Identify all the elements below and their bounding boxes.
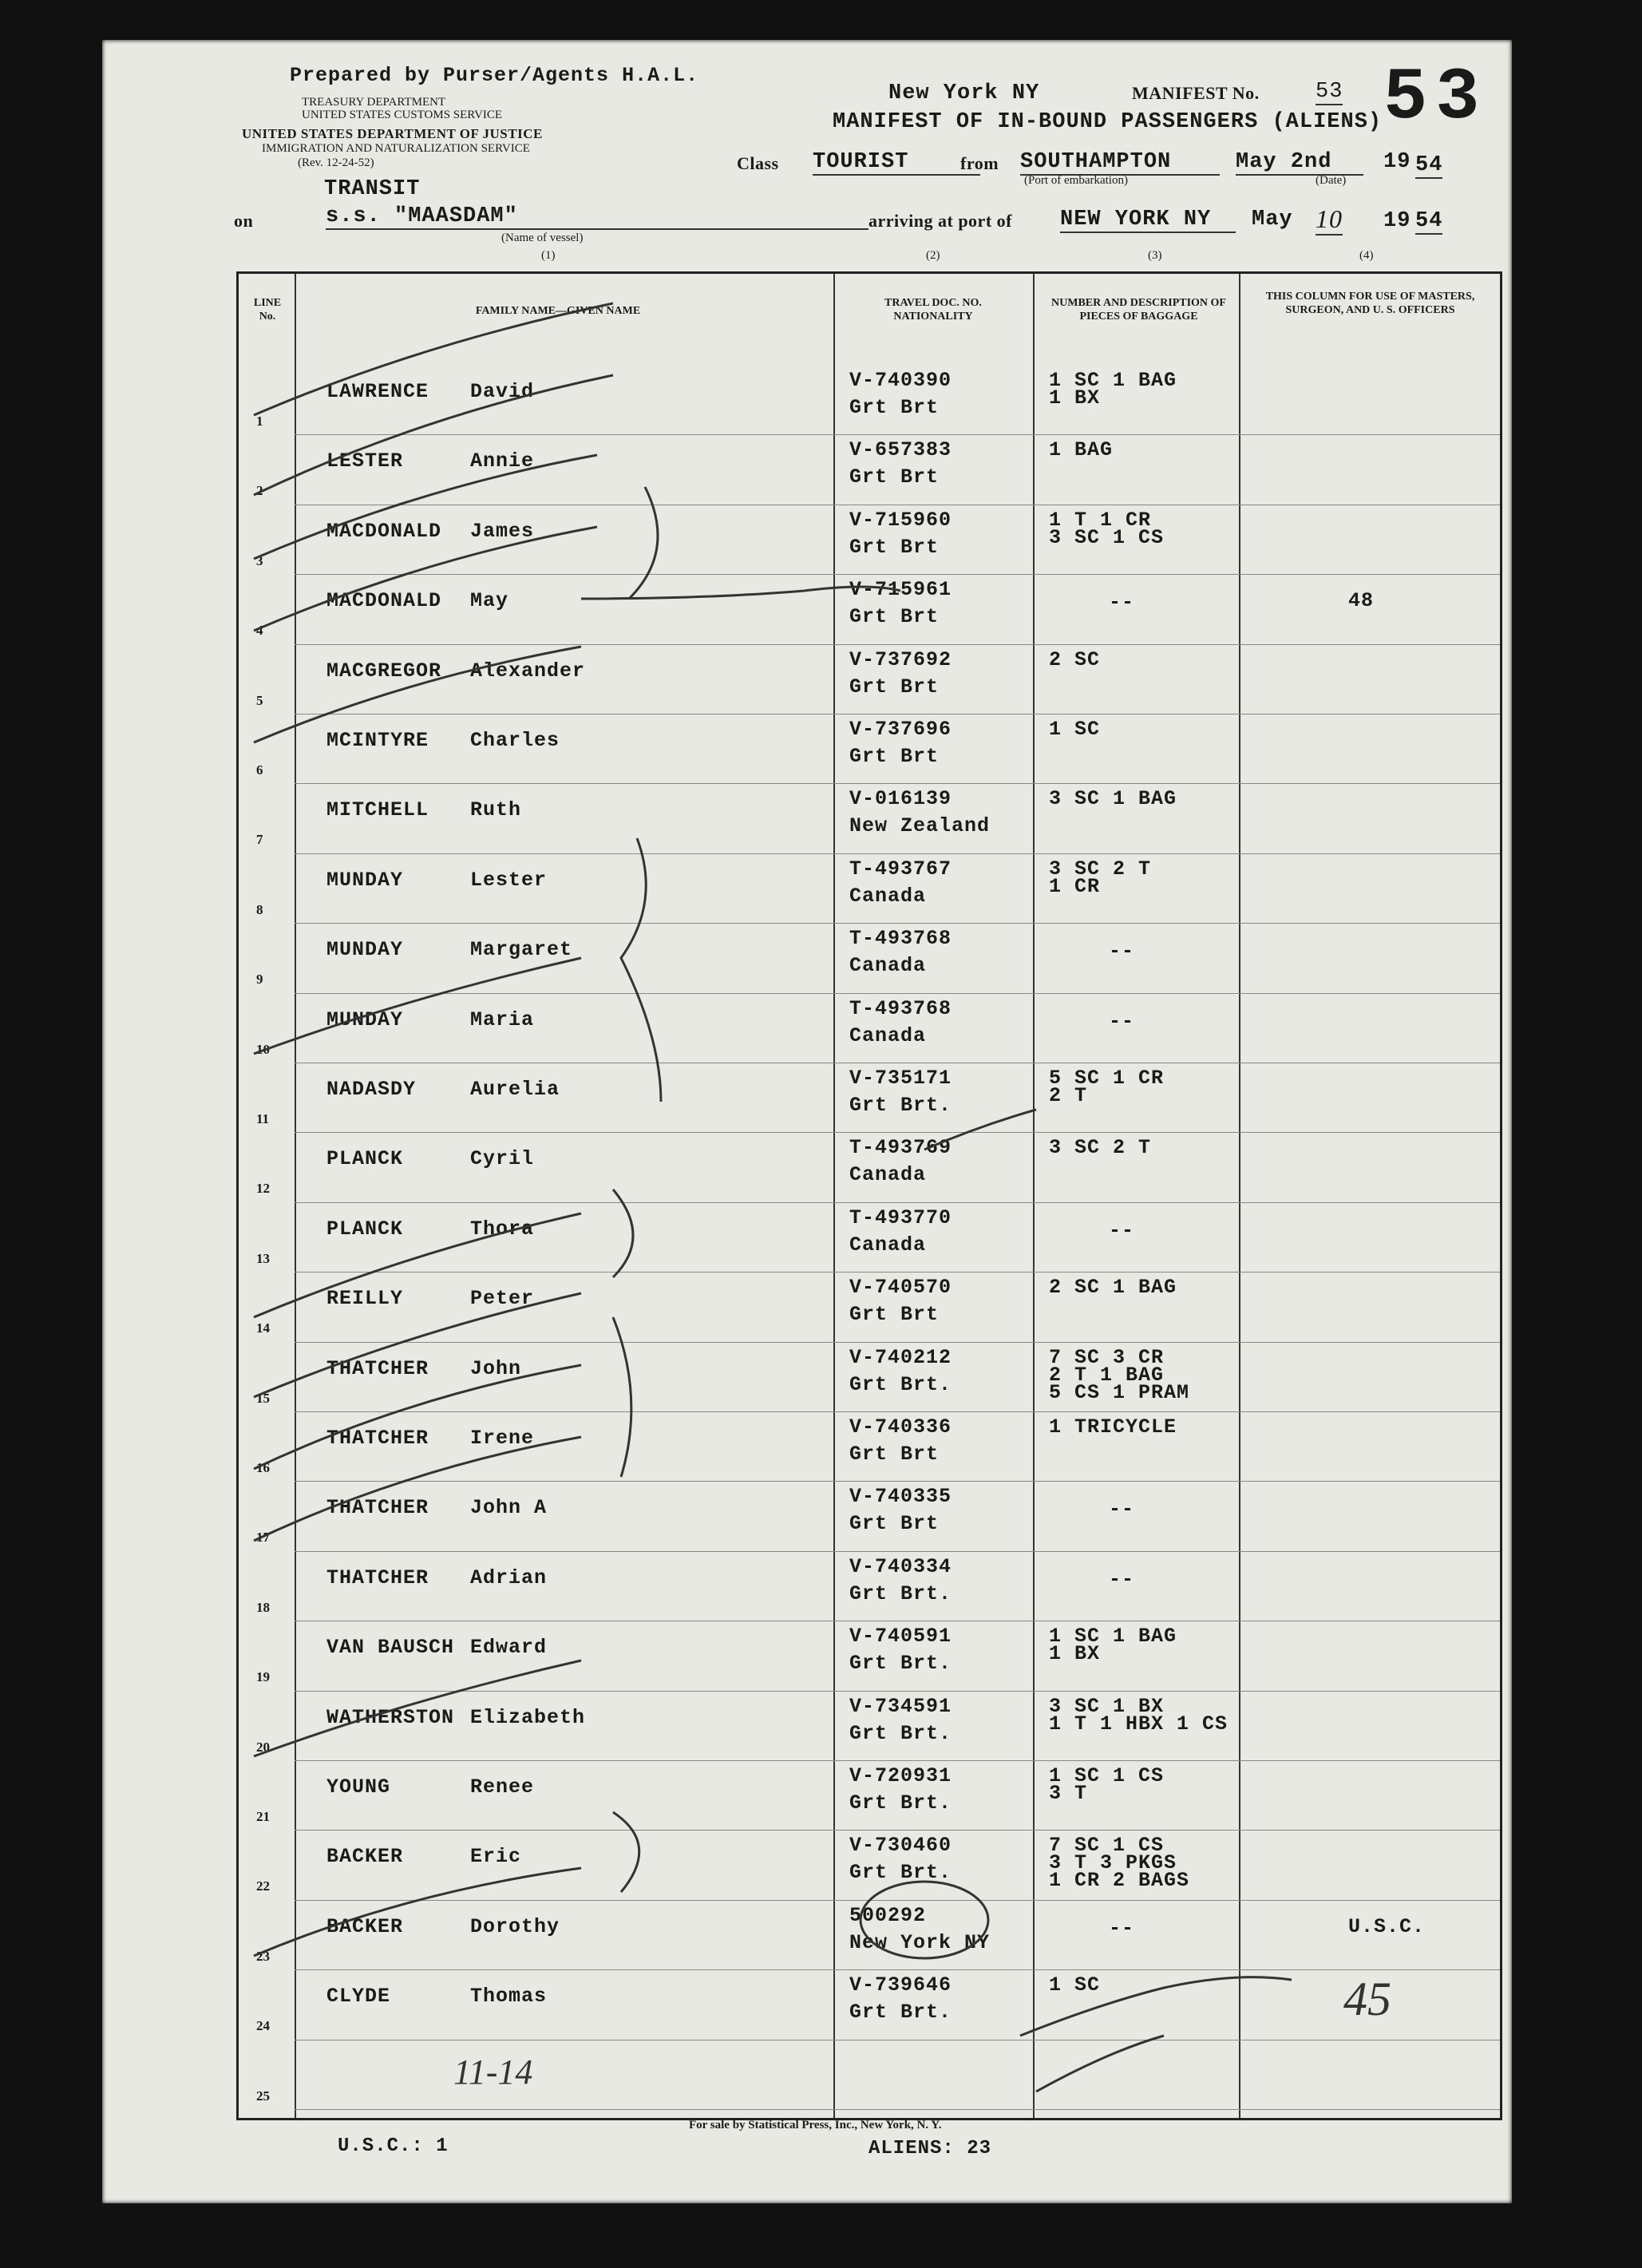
line-number: 7 <box>256 832 263 848</box>
baggage-line-1: 5 SC 1 CR <box>1049 1067 1165 1090</box>
nationality: Grt Brt <box>849 396 940 419</box>
family-name: PLANCK <box>326 1147 404 1171</box>
treasury-dept: TREASURY DEPARTMENT <box>302 96 446 109</box>
given-name: Charles <box>470 729 560 752</box>
nationality: Grt Brt <box>849 465 940 489</box>
manifest-no-label: MANIFEST No. <box>1132 83 1260 103</box>
family-name: PLANCK <box>326 1217 404 1241</box>
line-number: 19 <box>256 1669 270 1685</box>
nationality: Grt Brt <box>849 675 940 699</box>
nationality: Canada <box>849 1233 927 1257</box>
travel-doc-no: V-740335 <box>849 1485 952 1509</box>
given-name: Ruth <box>470 798 522 822</box>
travel-doc-no: V-720931 <box>849 1764 952 1787</box>
given-name: Adrian <box>470 1565 548 1589</box>
nationality: Grt Brt <box>849 605 940 629</box>
line-number: 6 <box>256 762 263 778</box>
travel-doc-no: V-730460 <box>849 1834 952 1858</box>
family-name: MUNDAY <box>326 938 404 962</box>
year-1: 54 <box>1415 153 1443 177</box>
given-name: Maria <box>470 1007 535 1031</box>
line-number: 17 <box>256 1530 270 1546</box>
family-name: MITCHELL <box>326 798 429 822</box>
corner-tally: 45 <box>1343 1973 1391 2025</box>
family-name: VAN BAUSCH <box>326 1636 455 1660</box>
travel-doc-no: T-493768 <box>849 927 952 951</box>
family-name: YOUNG <box>326 1775 391 1799</box>
family-name: THATCHER <box>326 1356 429 1380</box>
baggage-line-3: 5 CS 1 PRAM <box>1049 1380 1190 1404</box>
baggage-line-1: 7 SC 3 CR <box>1049 1345 1165 1369</box>
year-prefix-1: 19 <box>1383 150 1411 174</box>
nationality: Grt Brt. <box>849 1581 952 1605</box>
travel-doc-no: V-739646 <box>849 1973 952 1997</box>
baggage-line-1: 2 SC 1 BAG <box>1049 1276 1177 1300</box>
baggage-line-1: -- <box>1109 1009 1135 1033</box>
printer-credit: For sale by Statistical Press, Inc., New York, N. Y. <box>689 2119 942 2131</box>
family-name: WATHERSTON <box>326 1705 455 1729</box>
on-label: on <box>234 211 254 231</box>
family-name: MCINTYRE <box>326 729 429 752</box>
baggage-line-1: -- <box>1109 591 1135 615</box>
baggage-line-2: 3 T 3 PKGS <box>1049 1851 1177 1875</box>
nationality: Grt Brt. <box>849 1652 952 1676</box>
line-number: 10 <box>256 1041 270 1057</box>
from-label: from <box>960 153 999 173</box>
handwritten-marks <box>102 40 1512 2203</box>
travel-doc-no: T-493767 <box>849 857 952 881</box>
embarkation-caption: (Port of embarkation) <box>1024 174 1128 187</box>
family-name: LAWRENCE <box>326 380 429 403</box>
travel-doc-no: V-737692 <box>849 647 952 671</box>
travel-doc-no: V-734591 <box>849 1694 952 1718</box>
baggage-line-1: 7 SC 1 CS <box>1049 1834 1165 1858</box>
travel-doc-no: V-016139 <box>849 787 952 811</box>
date-caption: (Date) <box>1316 174 1347 187</box>
nationality: Canada <box>849 1163 927 1187</box>
officer-note: U.S.C. <box>1348 1914 1426 1938</box>
given-name: John <box>470 1356 522 1380</box>
given-name: May <box>470 589 509 613</box>
nationality: Grt Brt <box>849 745 940 768</box>
baggage-line-1: 1 SC 1 CS <box>1049 1764 1165 1787</box>
family-name: MACDONALD <box>326 519 442 543</box>
family-name: CLYDE <box>326 1985 391 2009</box>
year-prefix-2: 19 <box>1383 209 1411 233</box>
travel-doc-no: V-737696 <box>849 718 952 741</box>
line-number: 4 <box>256 623 263 639</box>
travel-doc-no: V-740570 <box>849 1276 952 1300</box>
given-name: David <box>470 380 535 403</box>
travel-doc-no: V-657383 <box>849 438 952 462</box>
embarkation-port: SOUTHAMPTON <box>1020 150 1220 176</box>
travel-doc-no: V-715961 <box>849 578 952 602</box>
line-number: 9 <box>256 972 263 988</box>
baggage-line-1: 1 SC 1 BAG <box>1049 369 1177 392</box>
line-number: 3 <box>256 552 263 568</box>
col-caption-1: (1) <box>541 249 556 262</box>
line-number: 24 <box>256 2018 270 2034</box>
given-name: Cyril <box>470 1147 535 1171</box>
aliens-count: ALIENS: 23 <box>868 2138 992 2159</box>
baggage-line-3: 1 CR 2 BAGS <box>1049 1869 1190 1893</box>
given-name: Eric <box>470 1845 522 1869</box>
col-header-line-no: LINE No. <box>253 297 282 323</box>
travel-doc-no: T-493769 <box>849 1136 952 1160</box>
col-header-name: FAMILY NAME—GIVEN NAME <box>475 305 641 317</box>
arriving-label: arriving at port of <box>868 211 1012 231</box>
nationality: Grt Brt. <box>849 1094 952 1117</box>
line-number: 18 <box>256 1599 270 1615</box>
manifest-page <box>102 40 1512 2203</box>
line-number: 25 <box>256 2088 270 2104</box>
officer-note: 48 <box>1348 589 1375 613</box>
port-of-arrival-header: New York NY <box>888 81 1040 105</box>
line-number: 15 <box>256 1390 270 1406</box>
margin-note: 11-14 <box>453 2052 533 2092</box>
nationality: Grt Brt. <box>849 1372 952 1396</box>
class-value: TOURIST <box>813 150 980 176</box>
baggage-line-1: 1 SC <box>1049 718 1101 741</box>
baggage-line-1: 1 SC <box>1049 1973 1101 1997</box>
customs-service: UNITED STATES CUSTOMS SERVICE <box>302 109 503 121</box>
line-number: 11 <box>256 1111 270 1126</box>
given-name: Margaret <box>470 938 573 962</box>
baggage-line-2: 1 BX <box>1049 386 1101 410</box>
nationality: Grt Brt <box>849 535 940 559</box>
nationality: Canada <box>849 884 927 908</box>
line-number: 20 <box>256 1739 270 1755</box>
line-number: 14 <box>256 1320 270 1336</box>
ins-service: IMMIGRATION AND NATURALIZATION SERVICE <box>262 142 530 155</box>
vessel-caption: (Name of vessel) <box>501 232 584 244</box>
baggage-line-1: 2 SC <box>1049 647 1101 671</box>
nationality: Grt Brt. <box>849 1721 952 1745</box>
usc-count: U.S.C.: 1 <box>338 2135 449 2157</box>
col-caption-2: (2) <box>926 249 940 262</box>
nationality: Grt Brt. <box>849 1861 952 1885</box>
travel-doc-no: V-740591 <box>849 1625 952 1649</box>
baggage-line-1: 1 SC 1 BAG <box>1049 1625 1177 1649</box>
departure-date: May 2nd <box>1236 150 1363 176</box>
col-header-baggage: NUMBER AND DESCRIPTION OF PIECES OF BAGGAGE <box>1051 297 1226 323</box>
baggage-line-1: 1 BAG <box>1049 438 1114 462</box>
family-name: REILLY <box>326 1287 404 1311</box>
given-name: Peter <box>470 1287 535 1311</box>
year-2: 54 <box>1415 209 1443 233</box>
line-number: 23 <box>256 1948 270 1964</box>
baggage-line-2: 1 CR <box>1049 874 1101 898</box>
baggage-line-2: 2 T <box>1049 1084 1088 1107</box>
line-number: 16 <box>256 1460 270 1475</box>
baggage-line-1: 1 TRICYCLE <box>1049 1415 1177 1439</box>
travel-doc-no: T-493768 <box>849 996 952 1020</box>
baggage-line-1: 1 T 1 CR <box>1049 508 1152 532</box>
baggage-line-1: -- <box>1109 1567 1135 1591</box>
family-name: BACKER <box>326 1845 404 1869</box>
nationality: Grt Brt. <box>849 2001 952 2025</box>
baggage-line-1: -- <box>1109 1218 1135 1242</box>
prepared-by: Prepared by Purser/Agents H.A.L. <box>290 64 699 87</box>
given-name: Alexander <box>470 659 586 683</box>
given-name: Elizabeth <box>470 1705 586 1729</box>
travel-doc-no: V-735171 <box>849 1067 952 1090</box>
baggage-line-1: -- <box>1109 1916 1135 1940</box>
family-name: LESTER <box>326 449 404 473</box>
travel-doc-no: V-740212 <box>849 1345 952 1369</box>
travel-doc-no: T-493770 <box>849 1205 952 1229</box>
line-number: 12 <box>256 1181 270 1197</box>
travel-doc-no: V-740390 <box>849 369 952 392</box>
nationality: Grt Brt <box>849 1512 940 1536</box>
given-name: Thora <box>470 1217 535 1241</box>
family-name: THATCHER <box>326 1427 429 1450</box>
nationality: New York NY <box>849 1930 991 1954</box>
arrival-month: May <box>1252 208 1293 232</box>
line-number: 22 <box>256 1878 270 1894</box>
baggage-line-1: -- <box>1109 940 1135 964</box>
given-name: Renee <box>470 1775 535 1799</box>
manifest-title: MANIFEST OF IN-BOUND PASSENGERS (ALIENS) <box>833 110 1383 134</box>
given-name: Annie <box>470 449 535 473</box>
family-name: NADASDY <box>326 1078 417 1101</box>
col-header-travel-doc: TRAVEL DOC. NO. NATIONALITY <box>884 297 982 323</box>
line-number: 1 <box>256 414 263 429</box>
baggage-line-2: 3 T <box>1049 1782 1088 1805</box>
travel-doc-no: 500292 <box>849 1903 927 1927</box>
given-name: Lester <box>470 868 548 892</box>
line-number: 21 <box>256 1809 270 1824</box>
baggage-line-1: 3 SC 2 T <box>1049 1136 1152 1160</box>
given-name: Dorothy <box>470 1914 560 1938</box>
line-number: 2 <box>256 483 263 499</box>
justice-dept: UNITED STATES DEPARTMENT OF JUSTICE <box>242 126 543 141</box>
nationality: Canada <box>849 954 927 978</box>
family-name: MACGREGOR <box>326 659 442 683</box>
nationality: Grt Brt. <box>849 1791 952 1815</box>
line-number: 8 <box>256 901 263 917</box>
given-name: Edward <box>470 1636 548 1660</box>
travel-doc-no: V-740336 <box>849 1415 952 1439</box>
vessel-name: s.s. "MAASDAM" <box>326 204 868 230</box>
travel-doc-no: V-740334 <box>849 1554 952 1578</box>
baggage-line-1: -- <box>1109 1498 1135 1522</box>
given-name: Irene <box>470 1427 535 1450</box>
arrival-day: 10 <box>1316 204 1343 236</box>
arrival-port: NEW YORK NY <box>1060 208 1236 233</box>
baggage-line-2: 1 T 1 HBX 1 CS <box>1049 1712 1229 1736</box>
family-name: THATCHER <box>326 1496 429 1520</box>
line-number: 5 <box>256 692 263 708</box>
manifest-big-number: 53 <box>1383 56 1488 140</box>
baggage-line-2: 1 BX <box>1049 1642 1101 1666</box>
family-name: MUNDAY <box>326 868 404 892</box>
nationality: Grt Brt <box>849 1443 940 1466</box>
family-name: MACDONALD <box>326 589 442 613</box>
baggage-line-1: 3 SC 1 BAG <box>1049 787 1177 811</box>
given-name: Thomas <box>470 1985 548 2009</box>
baggage-line-2: 3 SC 1 CS <box>1049 525 1165 549</box>
family-name: BACKER <box>326 1914 404 1938</box>
class-label: Class <box>737 153 779 173</box>
form-revision: (Rev. 12-24-52) <box>298 156 374 169</box>
family-name: MUNDAY <box>326 1007 404 1031</box>
baggage-line-1: 3 SC 1 BX <box>1049 1694 1165 1718</box>
baggage-line-1: 3 SC 2 T <box>1049 857 1152 881</box>
baggage-line-2: 2 T 1 BAG <box>1049 1363 1165 1387</box>
given-name: James <box>470 519 535 543</box>
given-name: Aurelia <box>470 1078 560 1101</box>
col-header-officers: THIS COLUMN FOR USE OF MASTERS, SURGEON, AND U. S. OFFICERS <box>1265 291 1475 316</box>
transit-note: TRANSIT <box>324 177 421 201</box>
manifest-no: 53 <box>1316 80 1343 104</box>
nationality: Grt Brt <box>849 1303 940 1327</box>
family-name: THATCHER <box>326 1565 429 1589</box>
line-number: 13 <box>256 1250 270 1266</box>
nationality: Canada <box>849 1023 927 1047</box>
col-caption-3: (3) <box>1148 249 1162 262</box>
col-caption-4: (4) <box>1359 249 1374 262</box>
given-name: John A <box>470 1496 548 1520</box>
travel-doc-no: V-715960 <box>849 508 952 532</box>
nationality: New Zealand <box>849 814 991 838</box>
